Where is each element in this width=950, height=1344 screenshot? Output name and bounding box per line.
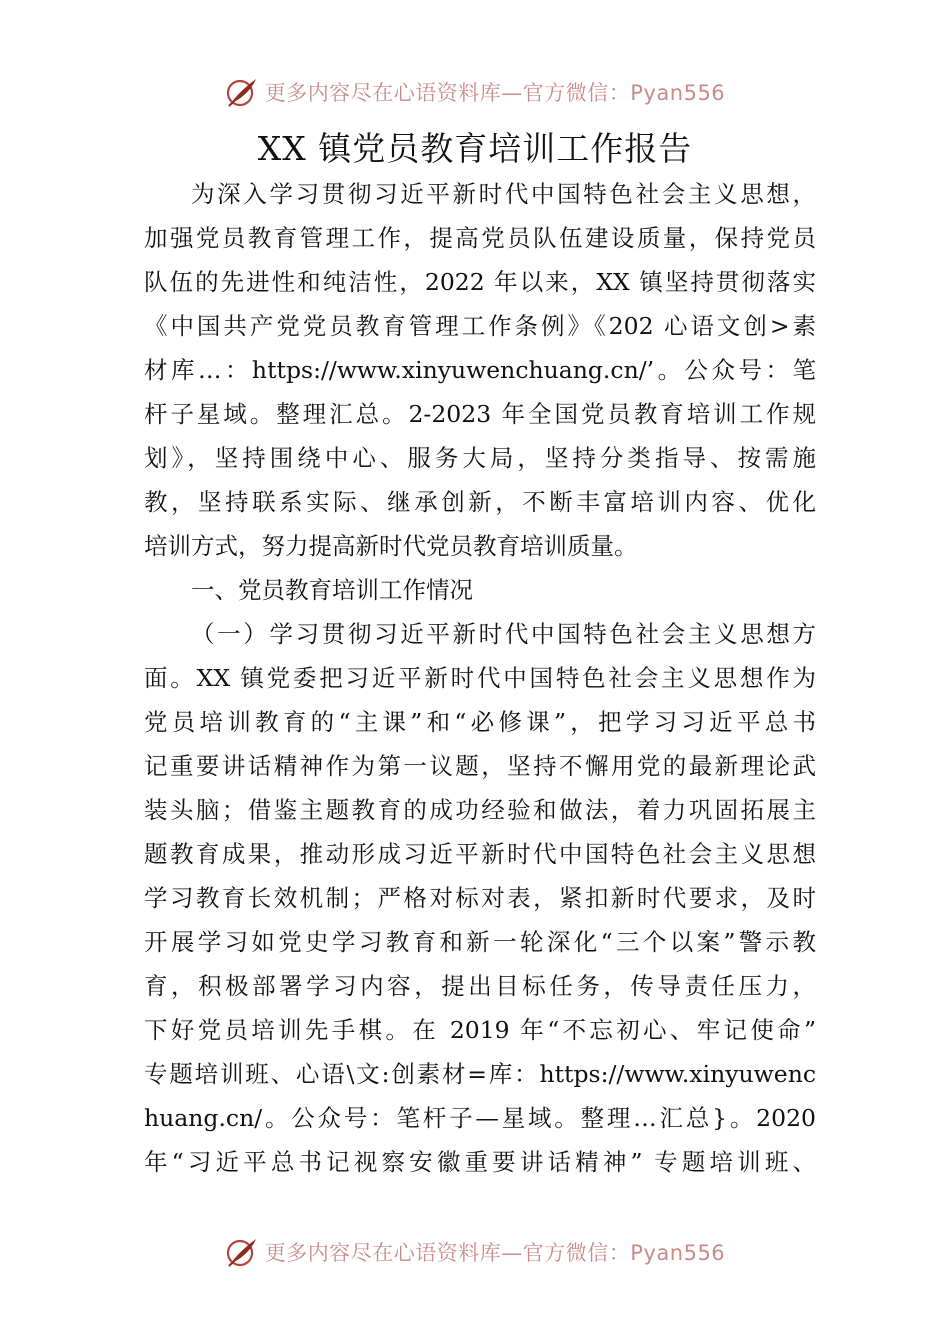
- watermark-banner-bottom: [0, 1232, 950, 1272]
- text-line: huang.cn/。公众号：笔杆子—星域。整理…汇总}。2020: [144, 1104, 816, 1132]
- text-line: 培训方式，努力提高新时代党员教育培训质量。: [144, 532, 638, 560]
- text-line: 专题培训班、心语\文:创素材=库：https://www.xinyuwenc: [144, 1060, 816, 1088]
- quill-logo-icon: [225, 1235, 259, 1269]
- text-line: 队伍的先进性和纯洁性，2022 年以来，XX 镇坚持贯彻落实: [144, 268, 816, 296]
- text-line: 年“习近平总书记视察安徽重要讲话精神” 专题培训班、: [144, 1148, 816, 1176]
- text-line: 面。XX 镇党委把习近平新时代中国特色社会主义思想作为: [144, 664, 816, 692]
- watermark-banner-top: [0, 72, 950, 112]
- document-title: XX 镇党员教育培训工作报告: [257, 129, 693, 168]
- text-line: 杆子星域。整理汇总。2-2023 年全国党员教育培训工作规: [144, 400, 816, 428]
- text-line: 题教育成果，推动形成习近平新时代中国特色社会主义思想: [144, 840, 816, 868]
- text-line: 下好党员培训先手棋。在 2019 年“不忘初心、牢记使命”: [144, 1016, 816, 1044]
- text-line: 一、党员教育培训工作情况: [191, 576, 473, 604]
- quill-logo-icon: [225, 75, 259, 109]
- text-line: 育，积极部署学习内容，提出目标任务，传导责任压力，: [144, 972, 816, 1000]
- text-line: 党员培训教育的“主课”和“必修课”，把学习习近平总书: [144, 708, 816, 736]
- text-line: 《中国共产党党员教育管理工作条例》《202 心语文创>素: [144, 312, 816, 340]
- text-line: 划》，坚持围绕中心、服务大局，坚持分类指导、按需施: [144, 444, 816, 472]
- text-line: （一）学习贯彻习近平新时代中国特色社会主义思想方: [191, 620, 816, 648]
- text-line: 学习教育长效机制；严格对标对表，紧扣新时代要求，及时: [144, 884, 816, 912]
- text-line: 材库…：https://www.xinyuwenchuang.cn/’。公众号：笔: [144, 356, 816, 384]
- watermark-text: 更多内容尽在心语资料库—官方微信：Pyan556: [264, 1241, 726, 1265]
- text-line: 教，坚持联系实际、继承创新，不断丰富培训内容、优化: [144, 488, 816, 516]
- text-line: 加强党员教育管理工作，提高党员队伍建设质量，保持党员: [144, 224, 816, 252]
- text-line: 装头脑；借鉴主题教育的成功经验和做法，着力巩固拓展主: [144, 796, 816, 824]
- watermark-text: 更多内容尽在心语资料库—官方微信：Pyan556: [264, 81, 726, 105]
- text-line: 记重要讲话精神作为第一议题，坚持不懈用党的最新理论武: [144, 752, 816, 780]
- text-line: 为深入学习贯彻习近平新时代中国特色社会主义思想，: [191, 180, 816, 208]
- text-line: 开展学习如党史学习教育和新一轮深化“三个以案”警示教: [144, 928, 816, 956]
- document-body: [144, 172, 816, 1184]
